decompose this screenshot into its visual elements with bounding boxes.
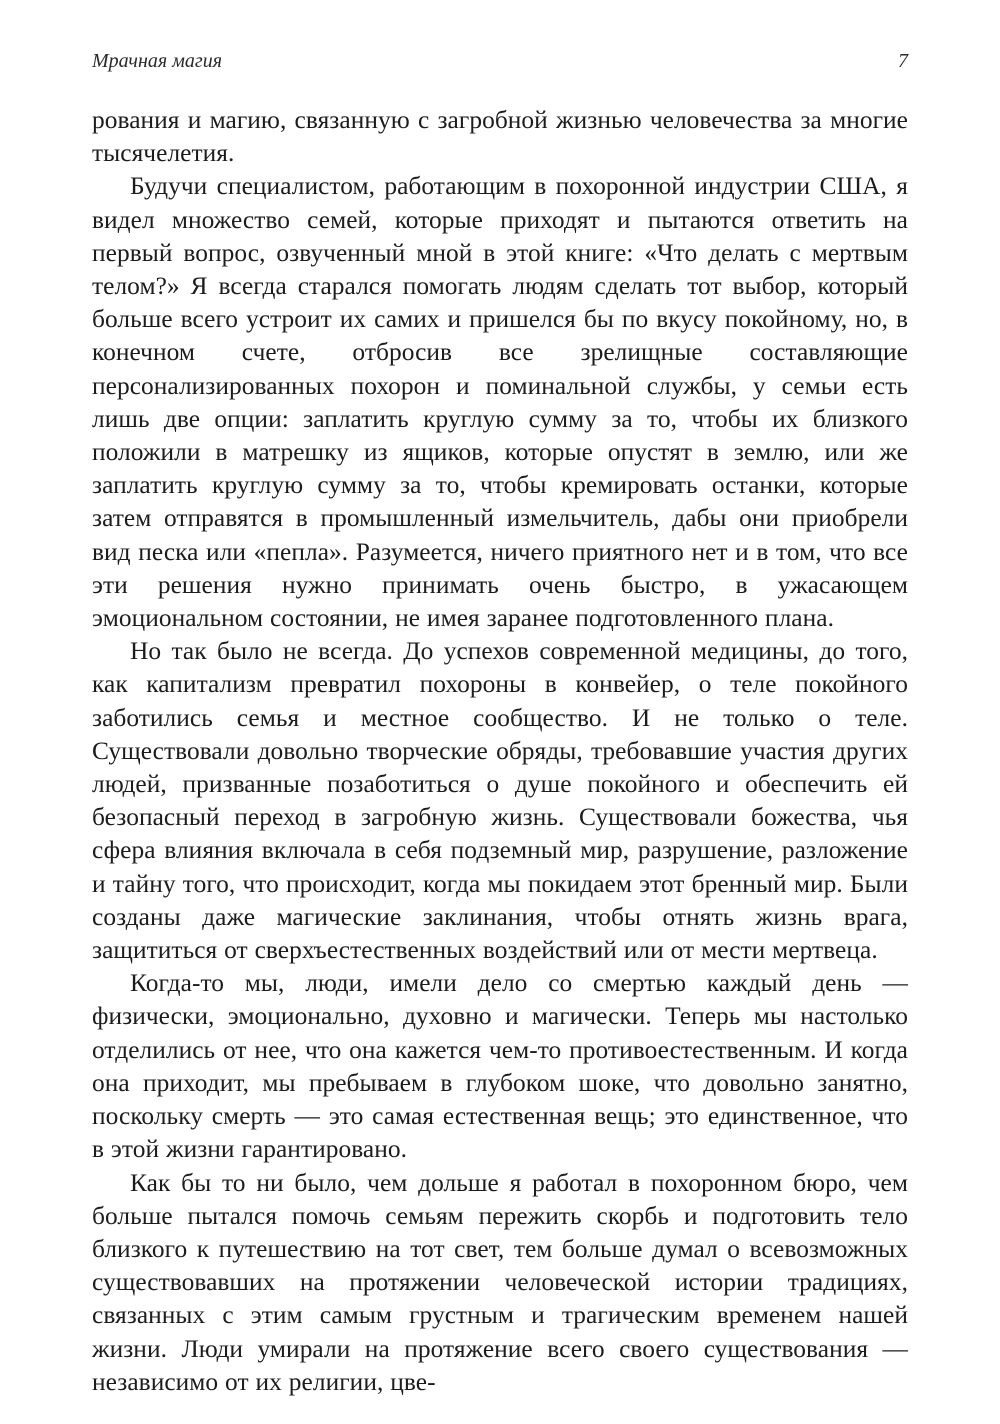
book-title: Мрачная магия [92,50,223,72]
paragraph: Но так было не всегда. До успехов современной медицины, до того, как капитализм превратил похороны в конвейер, о теле покойного заботились семья и местное сообщество. И не только о теле. Существовали довольно творческие обряды, требовавшие участия других людей, призванные позаботиться о душе покойного и обеспечить ей безопасный переход в загробную жизнь. Существовали божества, чья сфера влияния включала в себя подземный мир, разрушение, разложение и тайну того, что происходит, когда мы покидаем этот бренный мир. Были созданы даже магические заклинания, чтобы отнять жизнь врага, защититься от сверхъестественных воздействий или от мести мертвеца. [92,637,908,965]
paragraph: Будучи специалистом, работающим в похоронной индустрии США, я видел множество семей, которые приходят и пытаются ответить на первый вопрос, озвученный мной в этой книге: «Что делать с мертвым телом?» Я всегда старался помогать людям сделать тот выбор, который больше всего устроит их самих и пришелся бы по вкусу покойному, но, в конечном счете, отбросив все зрелищные составляющие персонализированных похорон и поминальной службы, у семьи есть лишь две опции: заплатить круглую сумму за то, чтобы их близкого положили в матрешку из ящиков, которые опустят в землю, или же заплатить круглую сумму за то, чтобы кремировать останки, которые затем отправятся в промышленный измельчитель, дабы они приобрели вид песка или «пепла». Разумеется, ничего приятного нет и в том, что все эти решения нужно принимать очень быстро, в ужасающем эмоциональном состоянии, не имея заранее подготовленного плана. [92,172,908,633]
paragraph: Когда-то мы, люди, имели дело со смертью каждый день — физически, эмоционально, духовно и магически. Теперь мы настолько отделились от нее, что она кажется чем-то противоестественным. И когда она приходит, мы пребываем в глубоком шоке, что довольно занятно, поскольку смерть — это самая естественная вещь; это единственное, что в этой жизни гарантировано. [92,969,908,1164]
paragraph-continuation: рования и магию, связанную с загробной жизнью человечества за многие тысячелетия. [92,106,908,168]
paragraph: Как бы то ни было, чем дольше я работал в похоронном бюро, чем больше пытался помочь семьям пережить скорбь и подготовить тело близкого к путешествию на тот свет, тем больше думал о всевозможных существовавших на протяжении человеческой истории традициях, связанных с этим самым грустным и трагическим временем нашей жизни. Люди умирали на протяжение всего своего существования — независимо от их религии, цве- [92,1168,908,1396]
page-number: 7 [898,50,908,72]
running-header [92,50,908,80]
body-text [92,104,908,1399]
